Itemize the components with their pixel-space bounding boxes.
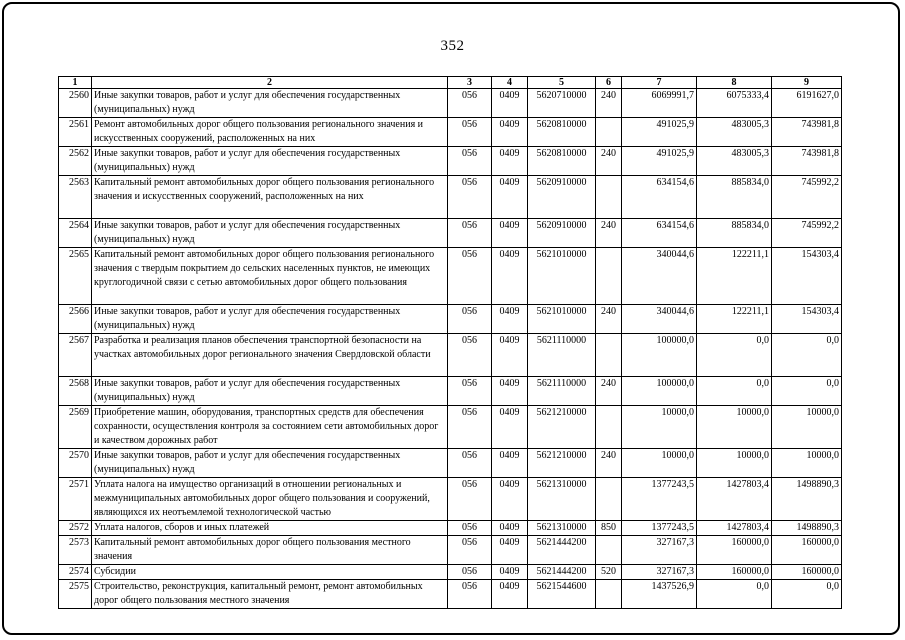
amount-year2-cell: 0,0 bbox=[697, 580, 772, 609]
amount-year1-cell: 634154,6 bbox=[622, 176, 697, 219]
expense-type-cell bbox=[596, 176, 622, 219]
ministry-code-cell: 056 bbox=[448, 449, 492, 478]
amount-year1-cell: 491025,9 bbox=[622, 118, 697, 147]
table-row bbox=[59, 521, 842, 536]
amount-year3-cell: 160000,0 bbox=[772, 536, 842, 565]
amount-year3-cell: 1498890,3 bbox=[772, 521, 842, 536]
amount-year2-cell: 483005,3 bbox=[697, 118, 772, 147]
section-code-cell: 0409 bbox=[492, 147, 528, 176]
ministry-code-cell: 056 bbox=[448, 248, 492, 305]
header-cell: 1 bbox=[59, 77, 92, 89]
ministry-code-cell: 056 bbox=[448, 334, 492, 377]
target-article-cell: 5620810000 bbox=[528, 147, 596, 176]
section-code-cell: 0409 bbox=[492, 478, 528, 521]
row-name-cell: Уплата налогов, сборов и иных платежей bbox=[92, 521, 448, 536]
amount-year1-cell: 6069991,7 bbox=[622, 89, 697, 118]
amount-year1-cell: 327167,3 bbox=[622, 536, 697, 565]
amount-year3-cell: 160000,0 bbox=[772, 565, 842, 580]
row-number-cell: 2561 bbox=[59, 118, 92, 147]
expense-type-cell bbox=[596, 334, 622, 377]
amount-year3-cell: 745992,2 bbox=[772, 176, 842, 219]
row-number-cell: 2575 bbox=[59, 580, 92, 609]
row-name-cell: Строительство, реконструкция, капитальный ремонт, ремонт автомобильных дорог общего пользования местного значения bbox=[92, 580, 448, 609]
row-number-cell: 2571 bbox=[59, 478, 92, 521]
row-name-cell: Иные закупки товаров, работ и услуг для обеспечения государственных (муниципальных) нужд bbox=[92, 89, 448, 118]
amount-year2-cell: 1427803,4 bbox=[697, 478, 772, 521]
target-article-cell: 5620910000 bbox=[528, 219, 596, 248]
ministry-code-cell: 056 bbox=[448, 305, 492, 334]
amount-year1-cell: 1437526,9 bbox=[622, 580, 697, 609]
row-number-cell: 2564 bbox=[59, 219, 92, 248]
section-code-cell: 0409 bbox=[492, 580, 528, 609]
amount-year2-cell: 10000,0 bbox=[697, 449, 772, 478]
table-row bbox=[59, 449, 842, 478]
table-row bbox=[59, 147, 842, 176]
row-name-cell: Субсидии bbox=[92, 565, 448, 580]
section-code-cell: 0409 bbox=[492, 565, 528, 580]
expense-type-cell bbox=[596, 580, 622, 609]
header-cell: 8 bbox=[697, 77, 772, 89]
amount-year2-cell: 122211,1 bbox=[697, 248, 772, 305]
row-number-cell: 2560 bbox=[59, 89, 92, 118]
row-name-cell: Иные закупки товаров, работ и услуг для обеспечения государственных (муниципальных) нужд bbox=[92, 305, 448, 334]
amount-year1-cell: 100000,0 bbox=[622, 334, 697, 377]
expense-type-cell: 240 bbox=[596, 219, 622, 248]
page-number: 352 bbox=[440, 38, 465, 54]
amount-year1-cell: 340044,6 bbox=[622, 248, 697, 305]
amount-year3-cell: 6191627,0 bbox=[772, 89, 842, 118]
target-article-cell: 5621444200 bbox=[528, 536, 596, 565]
table-row bbox=[59, 580, 842, 609]
amount-year1-cell: 10000,0 bbox=[622, 406, 697, 449]
amount-year1-cell: 100000,0 bbox=[622, 377, 697, 406]
header-cell: 4 bbox=[492, 77, 528, 89]
ministry-code-cell: 056 bbox=[448, 536, 492, 565]
section-code-cell: 0409 bbox=[492, 449, 528, 478]
budget-table bbox=[58, 76, 842, 609]
section-code-cell: 0409 bbox=[492, 176, 528, 219]
ministry-code-cell: 056 bbox=[448, 521, 492, 536]
target-article-cell: 5621544600 bbox=[528, 580, 596, 609]
table-row bbox=[59, 89, 842, 118]
target-article-cell: 5621010000 bbox=[528, 305, 596, 334]
row-name-cell: Иные закупки товаров, работ и услуг для обеспечения государственных (муниципальных) нужд bbox=[92, 147, 448, 176]
amount-year1-cell: 340044,6 bbox=[622, 305, 697, 334]
row-number-cell: 2562 bbox=[59, 147, 92, 176]
amount-year3-cell: 745992,2 bbox=[772, 219, 842, 248]
target-article-cell: 5621110000 bbox=[528, 334, 596, 377]
expense-type-cell: 240 bbox=[596, 305, 622, 334]
row-name-cell: Капитальный ремонт автомобильных дорог общего пользования регионального значения и искусственных сооружений, расположенных на них bbox=[92, 176, 448, 219]
table-row bbox=[59, 118, 842, 147]
expense-type-cell: 240 bbox=[596, 89, 622, 118]
amount-year1-cell: 10000,0 bbox=[622, 449, 697, 478]
ministry-code-cell: 056 bbox=[448, 89, 492, 118]
amount-year2-cell: 0,0 bbox=[697, 377, 772, 406]
amount-year3-cell: 154303,4 bbox=[772, 305, 842, 334]
table-row bbox=[59, 248, 842, 305]
section-code-cell: 0409 bbox=[492, 536, 528, 565]
target-article-cell: 5621444200 bbox=[528, 565, 596, 580]
row-number-cell: 2572 bbox=[59, 521, 92, 536]
amount-year1-cell: 327167,3 bbox=[622, 565, 697, 580]
header-cell: 2 bbox=[92, 77, 448, 89]
target-article-cell: 5621210000 bbox=[528, 449, 596, 478]
header-cell: 5 bbox=[528, 77, 596, 89]
section-code-cell: 0409 bbox=[492, 219, 528, 248]
amount-year2-cell: 483005,3 bbox=[697, 147, 772, 176]
row-number-cell: 2569 bbox=[59, 406, 92, 449]
amount-year2-cell: 885834,0 bbox=[697, 176, 772, 219]
table-body bbox=[59, 89, 842, 609]
target-article-cell: 5620810000 bbox=[528, 118, 596, 147]
expense-type-cell bbox=[596, 406, 622, 449]
amount-year3-cell: 10000,0 bbox=[772, 449, 842, 478]
row-name-cell: Иные закупки товаров, работ и услуг для обеспечения государственных (муниципальных) нужд bbox=[92, 377, 448, 406]
section-code-cell: 0409 bbox=[492, 406, 528, 449]
amount-year2-cell: 160000,0 bbox=[697, 565, 772, 580]
amount-year3-cell: 743981,8 bbox=[772, 147, 842, 176]
table-row bbox=[59, 536, 842, 565]
expense-type-cell: 240 bbox=[596, 377, 622, 406]
row-number-cell: 2567 bbox=[59, 334, 92, 377]
row-name-cell: Иные закупки товаров, работ и услуг для обеспечения государственных (муниципальных) нужд bbox=[92, 449, 448, 478]
table-row bbox=[59, 565, 842, 580]
expense-type-cell bbox=[596, 118, 622, 147]
amount-year1-cell: 1377243,5 bbox=[622, 478, 697, 521]
amount-year2-cell: 122211,1 bbox=[697, 305, 772, 334]
expense-type-cell bbox=[596, 248, 622, 305]
ministry-code-cell: 056 bbox=[448, 219, 492, 248]
row-number-cell: 2565 bbox=[59, 248, 92, 305]
header-cell: 9 bbox=[772, 77, 842, 89]
ministry-code-cell: 056 bbox=[448, 406, 492, 449]
table-row bbox=[59, 377, 842, 406]
row-name-cell: Разработка и реализация планов обеспечения транспортной безопасности на участках автомобильных дорог регионального значения Свердловской области bbox=[92, 334, 448, 377]
section-code-cell: 0409 bbox=[492, 248, 528, 305]
row-number-cell: 2574 bbox=[59, 565, 92, 580]
table-row bbox=[59, 478, 842, 521]
header-cell: 3 bbox=[448, 77, 492, 89]
row-name-cell: Уплата налога на имущество организаций в отношении региональных и межмуниципальных автомобильных дорог общего пользования и сооружений, являющихся их неотъемлемой технологической частью bbox=[92, 478, 448, 521]
amount-year2-cell: 885834,0 bbox=[697, 219, 772, 248]
amount-year3-cell: 743981,8 bbox=[772, 118, 842, 147]
target-article-cell: 5621310000 bbox=[528, 521, 596, 536]
amount-year3-cell: 154303,4 bbox=[772, 248, 842, 305]
row-number-cell: 2566 bbox=[59, 305, 92, 334]
header-cell: 7 bbox=[622, 77, 697, 89]
target-article-cell: 5620710000 bbox=[528, 89, 596, 118]
amount-year3-cell: 0,0 bbox=[772, 377, 842, 406]
amount-year3-cell: 0,0 bbox=[772, 580, 842, 609]
target-article-cell: 5621010000 bbox=[528, 248, 596, 305]
section-code-cell: 0409 bbox=[492, 521, 528, 536]
table-row bbox=[59, 334, 842, 377]
amount-year1-cell: 491025,9 bbox=[622, 147, 697, 176]
amount-year2-cell: 160000,0 bbox=[697, 536, 772, 565]
amount-year3-cell: 10000,0 bbox=[772, 406, 842, 449]
row-name-cell: Капитальный ремонт автомобильных дорог общего пользования местного значения bbox=[92, 536, 448, 565]
expense-type-cell: 520 bbox=[596, 565, 622, 580]
target-article-cell: 5621110000 bbox=[528, 377, 596, 406]
ministry-code-cell: 056 bbox=[448, 176, 492, 219]
row-name-cell: Ремонт автомобильных дорог общего пользования регионального значения и искусственных сооружений, расположенных на них bbox=[92, 118, 448, 147]
table-row bbox=[59, 305, 842, 334]
amount-year1-cell: 1377243,5 bbox=[622, 521, 697, 536]
ministry-code-cell: 056 bbox=[448, 118, 492, 147]
table-header-row bbox=[59, 77, 842, 89]
expense-type-cell bbox=[596, 536, 622, 565]
amount-year3-cell: 1498890,3 bbox=[772, 478, 842, 521]
expense-type-cell: 240 bbox=[596, 147, 622, 176]
target-article-cell: 5620910000 bbox=[528, 176, 596, 219]
ministry-code-cell: 056 bbox=[448, 580, 492, 609]
amount-year3-cell: 0,0 bbox=[772, 334, 842, 377]
amount-year2-cell: 0,0 bbox=[697, 334, 772, 377]
row-number-cell: 2563 bbox=[59, 176, 92, 219]
section-code-cell: 0409 bbox=[492, 305, 528, 334]
row-number-cell: 2568 bbox=[59, 377, 92, 406]
table-row bbox=[59, 406, 842, 449]
section-code-cell: 0409 bbox=[492, 89, 528, 118]
amount-year1-cell: 634154,6 bbox=[622, 219, 697, 248]
row-number-cell: 2573 bbox=[59, 536, 92, 565]
table-row bbox=[59, 176, 842, 219]
section-code-cell: 0409 bbox=[492, 118, 528, 147]
expense-type-cell bbox=[596, 478, 622, 521]
row-number-cell: 2570 bbox=[59, 449, 92, 478]
row-name-cell: Иные закупки товаров, работ и услуг для обеспечения государственных (муниципальных) нужд bbox=[92, 219, 448, 248]
section-code-cell: 0409 bbox=[492, 334, 528, 377]
row-name-cell: Капитальный ремонт автомобильных дорог общего пользования регионального значения с твердым покрытием до сельских населенных пунктов, не имеющих круглогодичной связи с сетью автомобильных дорог общего пользования bbox=[92, 248, 448, 305]
target-article-cell: 5621310000 bbox=[528, 478, 596, 521]
expense-type-cell: 850 bbox=[596, 521, 622, 536]
section-code-cell: 0409 bbox=[492, 377, 528, 406]
expense-type-cell: 240 bbox=[596, 449, 622, 478]
amount-year2-cell: 10000,0 bbox=[697, 406, 772, 449]
amount-year2-cell: 1427803,4 bbox=[697, 521, 772, 536]
ministry-code-cell: 056 bbox=[448, 565, 492, 580]
amount-year2-cell: 6075333,4 bbox=[697, 89, 772, 118]
table-row bbox=[59, 219, 842, 248]
header-cell: 6 bbox=[596, 77, 622, 89]
ministry-code-cell: 056 bbox=[448, 377, 492, 406]
ministry-code-cell: 056 bbox=[448, 147, 492, 176]
ministry-code-cell: 056 bbox=[448, 478, 492, 521]
row-name-cell: Приобретение машин, оборудования, транспортных средств для обеспечения сохранности, осуществления контроля за состоянием сети автомобильных дорог и качеством дорожных работ bbox=[92, 406, 448, 449]
target-article-cell: 5621210000 bbox=[528, 406, 596, 449]
